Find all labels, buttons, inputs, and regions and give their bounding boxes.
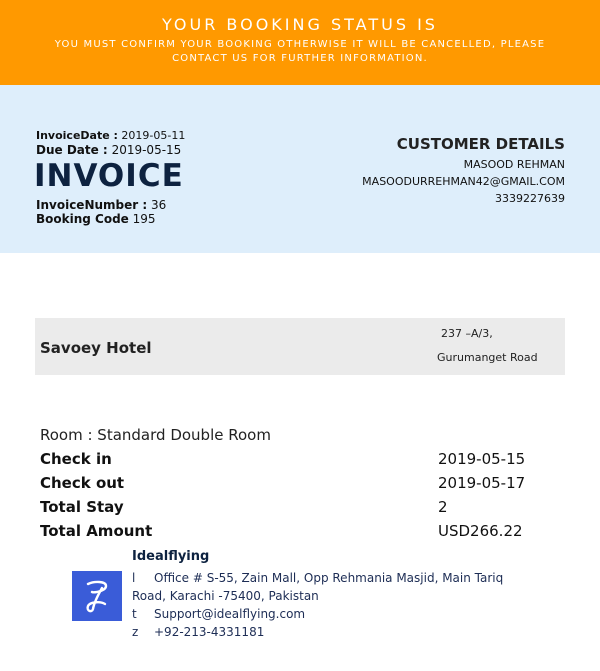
check-out-label: Check out bbox=[40, 474, 125, 492]
due-date-value: 2019-05-15 bbox=[111, 143, 182, 157]
check-in-label: Check in bbox=[40, 450, 112, 468]
due-date bbox=[36, 143, 181, 157]
footer-email[interactable]: Support@idealflying.com bbox=[154, 607, 306, 621]
footer-phone-row bbox=[132, 623, 264, 641]
customer-email: MASOODURREHMAN42@GMAIL.COM bbox=[362, 175, 565, 188]
invoice-number-value: 36 bbox=[150, 198, 167, 212]
hotel-bar bbox=[35, 318, 565, 375]
booking-status-banner bbox=[0, 0, 600, 85]
check-out-value: 2019-05-17 bbox=[438, 474, 526, 492]
email-icon: t bbox=[132, 607, 137, 621]
room-type: Room : Standard Double Room bbox=[40, 426, 271, 444]
footer-email-row bbox=[132, 605, 305, 623]
customer-phone: 3339227639 bbox=[495, 192, 565, 205]
customer-name: MASOOD REHMAN bbox=[463, 158, 565, 171]
total-amount-label: Total Amount bbox=[40, 522, 153, 540]
invoice-date bbox=[36, 129, 185, 142]
invoice-title: INVOICE bbox=[34, 158, 184, 194]
booking-code-label: Booking Code bbox=[36, 212, 129, 226]
hotel-name: Savoey Hotel bbox=[40, 339, 152, 357]
total-stay-label: Total Stay bbox=[40, 498, 124, 516]
footer-phone[interactable]: +92-213-4331181 bbox=[154, 625, 265, 639]
invoice-number-label: InvoiceNumber : bbox=[36, 198, 148, 212]
booking-code bbox=[36, 212, 156, 226]
idealflying-logo-icon bbox=[72, 571, 122, 621]
invoice-date-label: InvoiceDate : bbox=[36, 129, 118, 142]
invoice-header bbox=[0, 85, 600, 253]
footer-address-line1: Office # S-55, Zain Mall, Opp Rehmania Masjid, Main Tariq bbox=[154, 571, 504, 585]
footer-company-name: Idealflying bbox=[132, 549, 210, 564]
footer-address bbox=[132, 569, 503, 587]
booking-status-message: YOU MUST CONFIRM YOUR BOOKING OTHERWISE IT WILL BE CANCELLED, PLEASE CONTACT US FOR FURTHER INFORMATION. bbox=[54, 39, 546, 64]
invoice-date-value: 2019-05-11 bbox=[121, 129, 186, 142]
location-icon: l bbox=[132, 571, 136, 585]
footer-address-line2: Road, Karachi -75400, Pakistan bbox=[132, 589, 319, 603]
booking-code-value: 195 bbox=[132, 212, 156, 226]
due-date-label: Due Date : bbox=[36, 143, 108, 157]
hotel-address-line1: 237 –A/3, bbox=[441, 327, 493, 340]
customer-details-title: CUSTOMER DETAILS bbox=[396, 135, 565, 153]
total-stay-value: 2 bbox=[438, 498, 448, 516]
customer-details bbox=[362, 135, 565, 207]
phone-icon: z bbox=[132, 625, 139, 639]
booking-status-title: YOUR BOOKING STATUS IS bbox=[162, 15, 438, 34]
invoice-number bbox=[36, 198, 166, 212]
total-amount-value: USD266.22 bbox=[438, 522, 523, 540]
hotel-address-line2: Gurumanget Road bbox=[437, 351, 538, 364]
check-in-value: 2019-05-15 bbox=[438, 450, 526, 468]
